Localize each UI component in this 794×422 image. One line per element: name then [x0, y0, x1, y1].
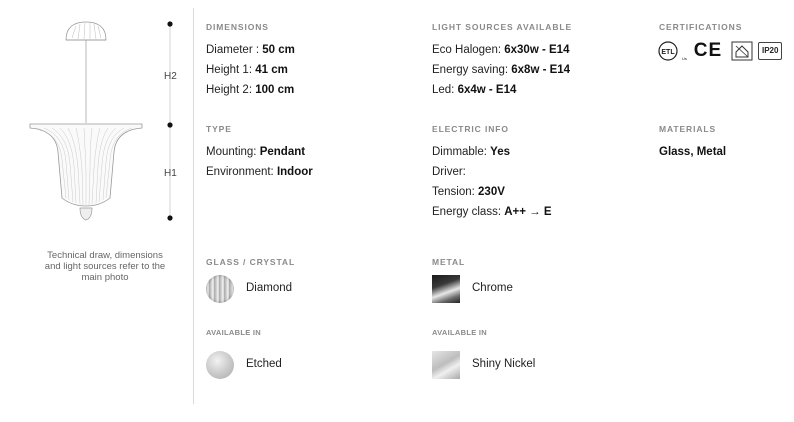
dimension-dot-middle — [167, 122, 172, 127]
glass-available-heading: AVAILABLE IN — [206, 328, 261, 337]
house-mark-icon — [730, 40, 754, 62]
metal-available-heading: AVAILABLE IN — [432, 328, 487, 337]
light-source-row: Energy saving: 6x8w - E14 — [432, 64, 571, 76]
label-h2: H2 — [164, 71, 177, 82]
electric-info-section — [432, 124, 552, 222]
dimension-row-height1: Height 1: 41 cm — [206, 64, 288, 76]
etl-mark-text: ETL — [661, 49, 675, 56]
svg-text:Us: Us — [682, 56, 687, 61]
dimensions-heading: DIMENSIONS — [206, 22, 269, 32]
glass-heading: GLASS / CRYSTAL — [206, 257, 296, 267]
etl-mark-icon — [657, 40, 687, 62]
electric-info-heading: ELECTRIC INFO — [432, 124, 509, 134]
dimension-row-diameter: Diameter : 50 cm — [206, 44, 295, 56]
technical-drawing — [0, 0, 190, 240]
shiny-nickel-swatch — [432, 351, 460, 379]
light-source-row: Led: 6x4w - E14 — [432, 84, 517, 96]
dimension-row-height2: Height 2: 100 cm — [206, 84, 295, 96]
dimension-dot-top — [167, 21, 172, 26]
electric-row-energy-class: Energy class: A++ → E — [432, 206, 552, 218]
shiny-nickel-label: Shiny Nickel — [472, 358, 536, 370]
certifications-heading: CERTIFICATIONS — [659, 22, 743, 32]
type-row-mounting: Mounting: Pendant — [206, 146, 306, 158]
light-sources-section — [432, 22, 572, 100]
column-divider — [193, 8, 194, 404]
metal-heading: METAL — [432, 257, 466, 267]
ip20-mark — [758, 40, 782, 62]
diamond-swatch — [206, 275, 234, 303]
electric-row-dimmable: Dimmable: Yes — [432, 146, 510, 158]
type-row-environment: Environment: Indoor — [206, 166, 313, 178]
electric-row-tension: Tension: 230V — [432, 186, 505, 198]
etched-swatch — [206, 351, 234, 379]
electric-row-driver: Driver: — [432, 166, 466, 178]
ce-mark-text: CE — [693, 40, 723, 61]
finial-shape — [80, 208, 92, 220]
chrome-label: Chrome — [472, 282, 513, 294]
ip20-text: IP20 — [758, 42, 782, 60]
caption-line: and light sources refer to the — [44, 261, 166, 272]
light-sources-heading: LIGHT SOURCES AVAILABLE — [432, 22, 573, 32]
caption-line: Technical draw, dimensions — [47, 250, 163, 261]
materials-section — [659, 124, 726, 162]
materials-heading: MATERIALS — [659, 124, 717, 134]
type-heading: TYPE — [206, 124, 232, 134]
dimensions-section — [206, 22, 295, 100]
diamond-label: Diamond — [246, 282, 293, 294]
dimension-dot-bottom — [167, 215, 172, 220]
etched-label: Etched — [246, 358, 282, 370]
caption-line: main photo — [81, 272, 129, 283]
type-section — [206, 124, 313, 182]
light-source-row: Eco Halogen: 6x30w - E14 — [432, 44, 570, 56]
materials-value: Glass, Metal — [659, 146, 727, 158]
label-h1: H1 — [164, 168, 177, 179]
drawing-caption — [20, 250, 190, 283]
ce-mark-icon — [693, 40, 723, 62]
chrome-swatch — [432, 275, 460, 303]
